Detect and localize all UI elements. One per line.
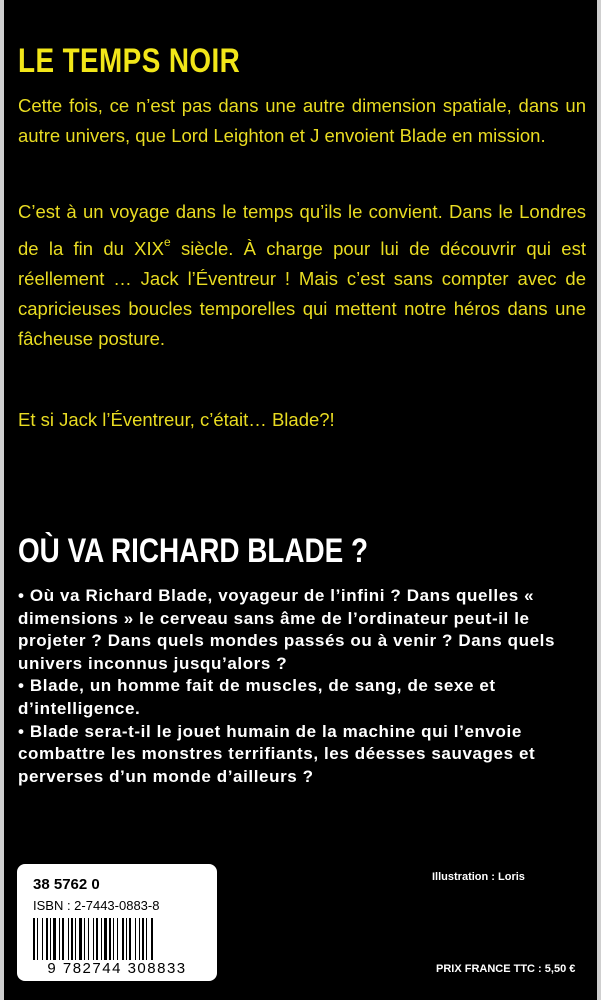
barcode-box — [17, 864, 217, 981]
century-superscript: e — [163, 235, 171, 249]
synopsis-paragraph-2 — [18, 197, 586, 354]
book-title: LE TEMPS NOIR — [18, 42, 241, 80]
synopsis-paragraph-2-end: siècle. À charge pour lui de découvrir qui est réellement … Jack l’Éventreur ! Mais c’est sans compter avec de capricieuses boucles temporelles qui mettent notre héros dans une fâcheuse posture. — [18, 238, 586, 349]
bullet-item: • Blade, un homme fait de muscles, de sang, de sexe et d’intelligence. — [18, 676, 496, 718]
barcode-image — [33, 918, 201, 960]
synopsis-paragraph-3: Et si Jack l’Éventreur, c’était… Blade?! — [18, 409, 335, 430]
illustration-credit: Illustration : Loris — [432, 871, 525, 883]
price-label: PRIX FRANCE TTC : 5,50 € — [436, 963, 576, 975]
synopsis-paragraph-1: Cette fois, ce n’est pas dans une autre dimension spatiale, dans un autre univers, que Lord Leighton et J envoient Blade en mission. — [18, 95, 586, 146]
ean-number: 9 782744 308833 — [47, 960, 187, 977]
isbn-number: ISBN : 2-7443-0883-8 — [33, 898, 160, 913]
synopsis-paragraph-2-start: C’est à un voyage dans le temps qu’ils le convient. Dans le Londres de la fin du XIX — [18, 201, 586, 259]
series-bullet-list — [18, 585, 593, 788]
product-code: 38 5762 0 — [33, 876, 100, 893]
bullet-item: • Blade sera-t-il le jouet humain de la machine qui l’envoie combattre les monstres terrifiants, les déesses sauvages et perverses d’un monde d’ailleurs ? — [18, 721, 536, 786]
series-heading: OÙ VA RICHARD BLADE ? — [18, 532, 369, 570]
bullet-item: • Où va Richard Blade, voyageur de l’infini ? Dans quelles « dimensions » le cerveau sans âme de l’ordinateur peut-il le projeter ? Dans quels mondes passés ou à venir ? Dans quels univers inconnus jusqu’alors ? — [18, 586, 556, 673]
